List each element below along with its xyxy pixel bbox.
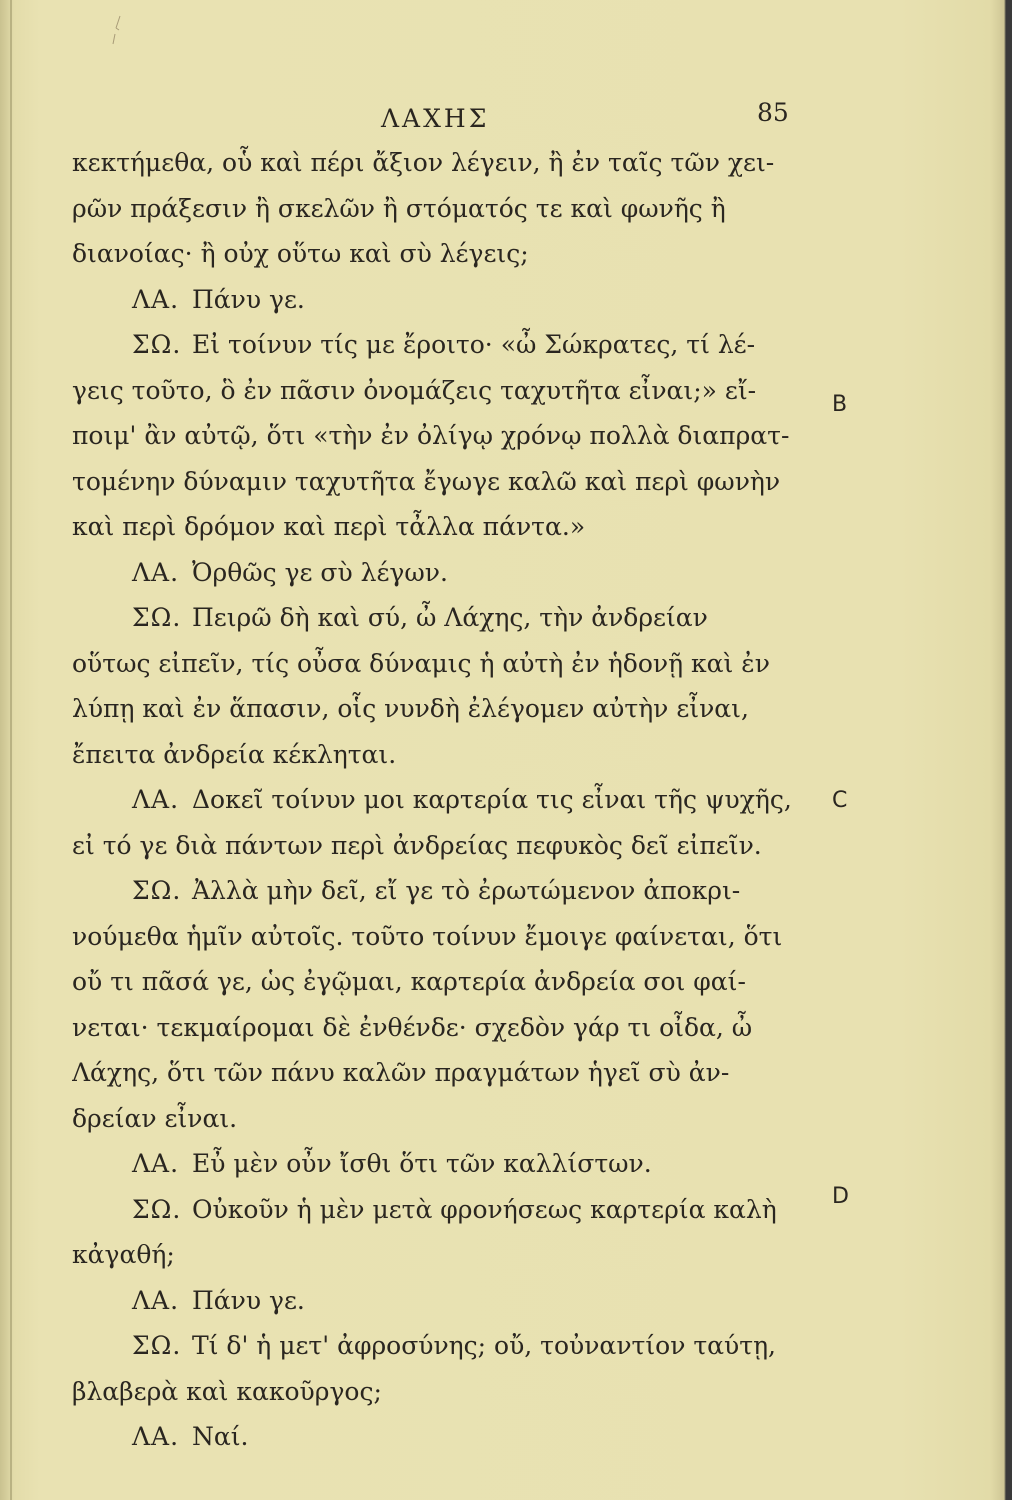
line-text: Πάνυ γε. [192, 284, 305, 314]
line-text: Δοκεῖ τοίνυν μοι καρτερία τις εἶναι τῆς ψυχῆς, [192, 785, 792, 814]
line-text: οὕτως εἰπεῖν, τίς οὖσα δύναμις ἡ αὐτὴ ἐν ἡδονῇ καὶ ἐν [72, 648, 770, 678]
line-text: λύπῃ καὶ ἐν ἅπασιν, οἷς νυνδὴ ἐλέγομεν αὐτὴν εἶναι, [72, 694, 749, 723]
text-line [72, 368, 832, 414]
margin-letter-d: D [832, 1184, 849, 1209]
line-text: κἀγαθή; [72, 1240, 175, 1269]
line-text: Πάνυ γε. [192, 1285, 305, 1315]
text-line [72, 550, 832, 596]
page-header [0, 96, 1012, 136]
text-line [72, 459, 832, 505]
text-line [72, 732, 832, 778]
line-text: Εἰ τοίνυν τίς με ἔροιτο· «ὦ Σώκρατες, τί λέ- [192, 330, 756, 359]
text-line [72, 1187, 832, 1233]
running-title: ΛΑΧΗΣ [381, 104, 490, 133]
page-number: 85 [757, 98, 789, 127]
text-line [72, 1096, 832, 1142]
line-text: εἰ τό γε διὰ πάντων περὶ ἀνδρείας πεφυκὸς δεῖ εἰπεῖν. [72, 830, 762, 860]
text-line [72, 1278, 832, 1324]
text-line [72, 914, 832, 960]
text-line [72, 777, 832, 823]
gutter-line [10, 0, 12, 1500]
speaker-label: ΣΩ. [132, 330, 182, 359]
speaker-label: ΛΑ. [132, 1285, 180, 1315]
text-line [72, 1005, 832, 1051]
line-text: βλαβερὰ καὶ κακοῦργος; [72, 1376, 382, 1406]
text-line [72, 1369, 832, 1415]
line-text: νεται· τεκμαίρομαι δὲ ἐνθένδε· σχεδὸν γάρ τι οἶδα, ὦ [72, 1012, 753, 1042]
line-text: Εὖ μὲν οὖν ἴσθι ὅτι τῶν καλλίστων. [192, 1149, 652, 1178]
margin-letter-c: C [832, 788, 848, 813]
text-line [72, 959, 832, 1005]
line-text: ἔπειτα ἀνδρεία κέκληται. [72, 739, 397, 769]
text-line [72, 1323, 832, 1369]
speaker-label: ΣΩ. [132, 603, 182, 632]
line-text: γεις τοῦτο, ὃ ἐν πᾶσιν ὀνομάζεις ταχυτῆτα εἶναι;» εἴ- [72, 375, 757, 405]
text-line [72, 823, 832, 869]
text-line [72, 1141, 832, 1187]
line-text: Τί δ' ἡ μετ' ἀφροσύνης; οὔ, τοὐναντίον ταύτῃ, [192, 1331, 777, 1360]
pencil-mark-icon [110, 14, 124, 48]
line-text: διανοίας· ἢ οὐχ οὕτω καὶ σὺ λέγεις; [72, 239, 529, 268]
text-line [72, 322, 832, 368]
line-text: καὶ περὶ δρόμον καὶ περὶ τἆλλα πάντα.» [72, 512, 586, 541]
speaker-label: ΣΩ. [132, 1331, 182, 1360]
text-line [72, 413, 832, 459]
text-line [72, 1232, 832, 1278]
line-text: Ναί. [192, 1422, 249, 1451]
line-text: νούμεθα ἡμῖν αὐτοῖς. τοῦτο τοίνυν ἔμοιγε φαίνεται, ὅτι [72, 921, 783, 951]
speaker-label: ΣΩ. [132, 1194, 182, 1224]
line-text: ρῶν πράξεσιν ἢ σκελῶν ἢ στόματός τε καὶ φωνῆς ἢ [72, 193, 726, 223]
line-text: κεκτήμεθα, οὗ καὶ πέρι ἄξιον λέγειν, ἢ ἐν ταῖς τῶν χει- [72, 148, 775, 177]
text-line [72, 686, 832, 732]
line-text: Πειρῶ δὴ καὶ σύ, ὦ Λάχης, τὴν ἀνδρείαν [192, 603, 708, 632]
text-line [72, 140, 832, 186]
line-text: Λάχης, ὅτι τῶν πάνυ καλῶν πραγμάτων ἡγεῖ σὺ ἀν- [72, 1058, 730, 1087]
line-text: ποιμ' ἂν αὐτῷ, ὅτι «τὴν ἐν ὀλίγῳ χρόνῳ πολλὰ διαπρατ- [72, 421, 790, 450]
text-line [72, 504, 832, 550]
speaker-label: ΛΑ. [132, 785, 180, 814]
margin-letter-b: B [832, 392, 848, 417]
text-line [72, 186, 832, 232]
line-text: τομένην δύναμιν ταχυτῆτα ἔγωγε καλῶ καὶ περὶ φωνὴν [72, 466, 781, 496]
text-line [72, 1050, 832, 1096]
speaker-label: ΛΑ. [132, 557, 180, 587]
line-text: οὔ τι πᾶσά γε, ὡς ἐγῷμαι, καρτερία ἀνδρεία σοι φαί- [72, 967, 746, 996]
speaker-label: ΣΩ. [132, 876, 182, 905]
text-line [72, 868, 832, 914]
text-line [72, 277, 832, 323]
text-line [72, 231, 832, 277]
speaker-label: ΛΑ. [132, 1422, 180, 1451]
line-text: Οὐκοῦν ἡ μὲν μετὰ φρονήσεως καρτερία καλὴ [192, 1194, 777, 1224]
speaker-label: ΛΑ. [132, 284, 180, 314]
line-text: δρείαν εἶναι. [72, 1103, 238, 1133]
speaker-label: ΛΑ. [132, 1149, 180, 1178]
line-text: Ὀρθῶς γε σὺ λέγων. [192, 557, 448, 587]
line-text: Ἀλλὰ μὴν δεῖ, εἴ γε τὸ ἐρωτώμενον ἀποκρι- [192, 876, 741, 905]
text-line [72, 595, 832, 641]
text-body [72, 140, 832, 1460]
text-line [72, 1414, 832, 1460]
text-line [72, 641, 832, 687]
